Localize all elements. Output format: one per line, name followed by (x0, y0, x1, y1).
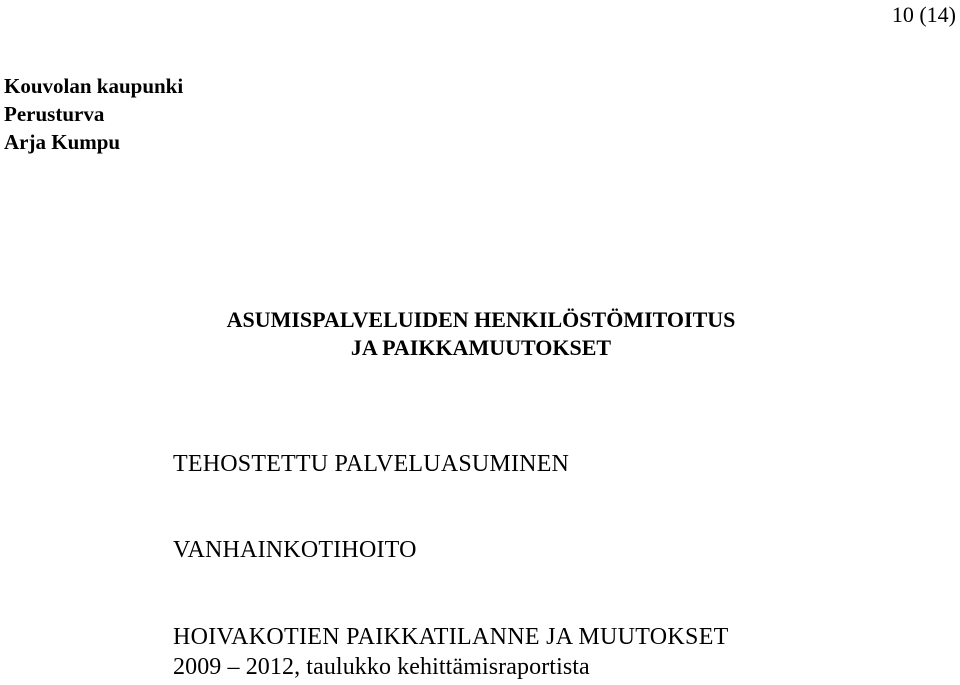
organization-city: Kouvolan kaupunki (4, 74, 184, 98)
organization-header (4, 72, 183, 156)
organization-author: Arja Kumpu (4, 130, 121, 154)
page-number: 10 (14) (891, 2, 956, 27)
section-heading-enhanced-service-housing: TEHOSTETTU PALVELUASUMINEN (173, 451, 570, 477)
document-title (178, 306, 784, 362)
section-heading-care-homes: HOIVAKOTIEN PAIKKATILANNE JA MUUTOKSET (173, 624, 729, 650)
section-heading-elderly-home-care: VANHAINKOTIHOITO (173, 537, 417, 563)
document-title-line-1: ASUMISPALVELUIDEN HENKILÖSTÖMITOITUS (226, 307, 736, 332)
document-title-line-2: JA PAIKKAMUUTOKSET (350, 335, 612, 360)
organization-department: Perusturva (4, 102, 105, 126)
section-subtitle-care-homes: 2009 – 2012, taulukko kehittämisraportista (173, 654, 590, 680)
